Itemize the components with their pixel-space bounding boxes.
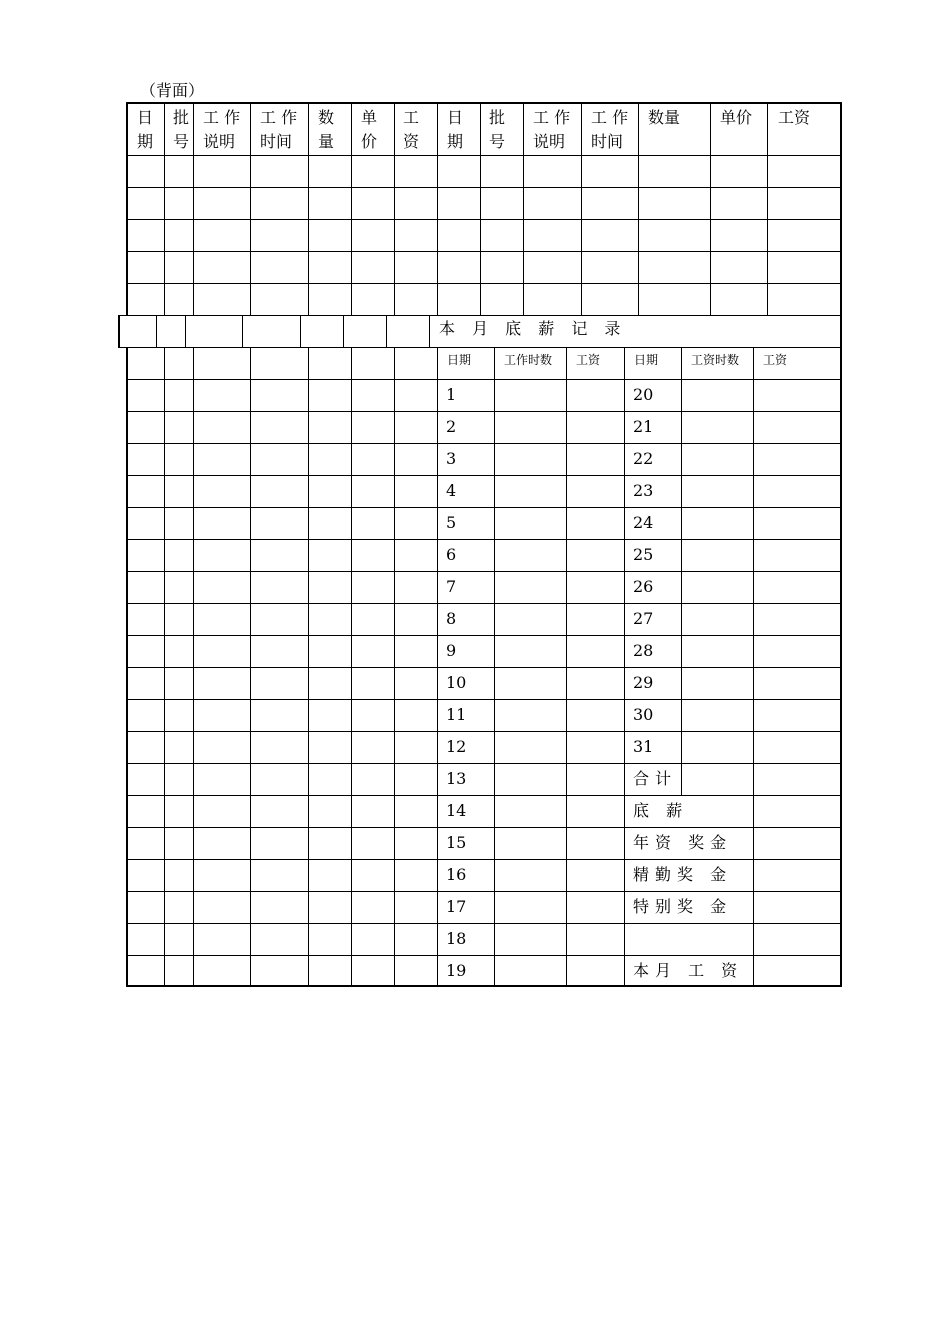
- row-line: [126, 763, 437, 764]
- day-25: 25: [633, 545, 654, 564]
- day-18: 18: [446, 929, 467, 948]
- row-line: [126, 955, 437, 956]
- header-left-3-line2: 时间: [260, 132, 293, 151]
- band-line: [118, 315, 126, 316]
- row-line: [126, 731, 437, 732]
- band-line: [118, 347, 126, 348]
- header-left-3-line1: 工 作: [260, 108, 298, 127]
- day-19: 19: [446, 961, 467, 980]
- day-12: 12: [446, 737, 467, 756]
- header-right-6-line1: 工资: [778, 108, 811, 127]
- day-15: 15: [446, 833, 467, 852]
- header-right-3-line2: 时间: [591, 132, 624, 151]
- header-right-3-line1: 工 作: [591, 108, 629, 127]
- row-line: [437, 923, 840, 924]
- header-left-5-line1: 单: [361, 108, 378, 127]
- row-line: [126, 795, 437, 796]
- day-2: 2: [446, 417, 457, 436]
- row-line: [437, 955, 840, 956]
- row-line: [126, 187, 840, 188]
- column-line: [394, 102, 395, 315]
- column-line: [300, 315, 301, 347]
- table-border-bottom: [126, 985, 842, 987]
- day-16: 16: [446, 865, 467, 884]
- row-line: [126, 443, 437, 444]
- column-line: [767, 102, 768, 315]
- row-line: [126, 315, 840, 316]
- day-28: 28: [633, 641, 654, 660]
- column-line: [386, 315, 387, 347]
- table-border-top: [126, 102, 842, 104]
- row-line: [126, 283, 840, 284]
- header-right-2-line2: 说明: [533, 132, 566, 151]
- row-line: [126, 827, 437, 828]
- column-line: [343, 315, 344, 347]
- column-line: [581, 102, 582, 315]
- day-30: 30: [633, 705, 654, 724]
- header-right-1-line1: 批: [489, 108, 506, 127]
- column-line: [242, 315, 243, 347]
- column-line: [710, 102, 711, 315]
- row-line: [437, 667, 840, 668]
- row-line: [437, 731, 840, 732]
- row-line: [126, 379, 437, 380]
- row-line: [126, 347, 437, 348]
- column-line: [480, 102, 481, 315]
- column-line: [429, 315, 430, 347]
- record-title-line: [437, 347, 840, 348]
- row-line: [437, 475, 840, 476]
- header-left-2-line1: 工 作: [203, 108, 241, 127]
- header-left-0-line1: 日: [137, 108, 154, 127]
- record-header-2: 工资: [576, 353, 601, 367]
- summary-label-0: 合计: [633, 769, 678, 788]
- summary-label-2: 年资 奖金: [633, 833, 733, 852]
- day-26: 26: [633, 577, 654, 596]
- row-line: [126, 411, 437, 412]
- row-line: [437, 443, 840, 444]
- row-line: [437, 699, 840, 700]
- column-line: [164, 102, 165, 315]
- row-line: [437, 571, 840, 572]
- row-line: [126, 635, 437, 636]
- row-line: [126, 667, 437, 668]
- row-line: [437, 603, 840, 604]
- header-left-5-line2: 价: [361, 132, 378, 151]
- day-27: 27: [633, 609, 654, 628]
- record-header-0: 日期: [447, 353, 472, 367]
- column-line: [193, 102, 194, 315]
- day-4: 4: [446, 481, 457, 500]
- day-22: 22: [633, 449, 654, 468]
- record-header-1: 工作时数: [504, 353, 553, 367]
- header-left-4-line2: 量: [318, 132, 335, 151]
- column-line: [250, 102, 251, 315]
- row-line: [126, 603, 437, 604]
- header-left-6-line1: 工: [403, 108, 420, 127]
- day-31: 31: [633, 737, 654, 756]
- row-line: [437, 539, 840, 540]
- header-right-5-line1: 单价: [720, 108, 753, 127]
- summary-label-1: 底 薪: [633, 801, 689, 820]
- table-border-right: [840, 102, 842, 987]
- day-17: 17: [446, 897, 467, 916]
- row-line: [126, 891, 437, 892]
- day-11: 11: [446, 705, 467, 724]
- header-right-4-line1: 数量: [648, 108, 681, 127]
- row-line: [126, 859, 437, 860]
- row-line: [437, 891, 840, 892]
- header-right-0-line1: 日: [447, 108, 464, 127]
- row-line: [126, 923, 437, 924]
- row-line: [437, 859, 840, 860]
- column-line: [156, 315, 157, 347]
- row-line: [126, 571, 437, 572]
- header-left-6-line2: 资: [403, 132, 420, 151]
- day-9: 9: [446, 641, 457, 660]
- column-line: [437, 102, 438, 315]
- day-8: 8: [446, 609, 457, 628]
- header-right-2-line1: 工 作: [533, 108, 571, 127]
- row-line: [437, 507, 840, 508]
- summary-label-3: 精勤奖 金: [633, 865, 733, 884]
- page-label: （背面）: [140, 81, 205, 100]
- day-29: 29: [633, 673, 654, 692]
- header-left-1-line2: 号: [173, 132, 190, 151]
- row-line: [126, 219, 840, 220]
- column-line: [308, 102, 309, 315]
- day-24: 24: [633, 513, 654, 532]
- row-line: [126, 507, 437, 508]
- header-left-4-line1: 数: [318, 108, 335, 127]
- record-header-3: 日期: [634, 353, 659, 367]
- row-line: [126, 539, 437, 540]
- day-3: 3: [446, 449, 457, 468]
- day-6: 6: [446, 545, 457, 564]
- row-line: [126, 699, 437, 700]
- summary-label-4: 特别奖 金: [633, 897, 733, 916]
- day-14: 14: [446, 801, 467, 820]
- row-line: [437, 379, 840, 380]
- band-border-left: [118, 315, 120, 348]
- day-10: 10: [446, 673, 467, 692]
- header-right-0-line2: 期: [447, 132, 464, 151]
- day-23: 23: [633, 481, 654, 500]
- header-right-1-line2: 号: [489, 132, 506, 151]
- column-line: [638, 102, 639, 315]
- record-header-5: 工资: [763, 353, 788, 367]
- column-line: [523, 102, 524, 315]
- header-left-1-line1: 批: [173, 108, 190, 127]
- row-line: [437, 635, 840, 636]
- column-line: [185, 315, 186, 347]
- day-7: 7: [446, 577, 457, 596]
- day-21: 21: [633, 417, 654, 436]
- row-line: [126, 475, 437, 476]
- day-13: 13: [446, 769, 467, 788]
- day-1: 1: [446, 385, 457, 404]
- row-line: [437, 763, 840, 764]
- header-left-2-line2: 说明: [203, 132, 236, 151]
- record-title: 本 月 底 薪 记 录: [439, 319, 627, 338]
- row-line: [437, 411, 840, 412]
- row-line: [437, 827, 840, 828]
- record-header-4: 工资时数: [691, 353, 740, 367]
- header-row-line: [126, 155, 840, 156]
- column-line: [351, 102, 352, 315]
- day-20: 20: [633, 385, 654, 404]
- day-5: 5: [446, 513, 457, 532]
- row-line: [437, 795, 840, 796]
- row-line: [126, 251, 840, 252]
- header-left-0-line2: 期: [137, 132, 154, 151]
- summary-label-6: 本月 工 资: [633, 961, 744, 980]
